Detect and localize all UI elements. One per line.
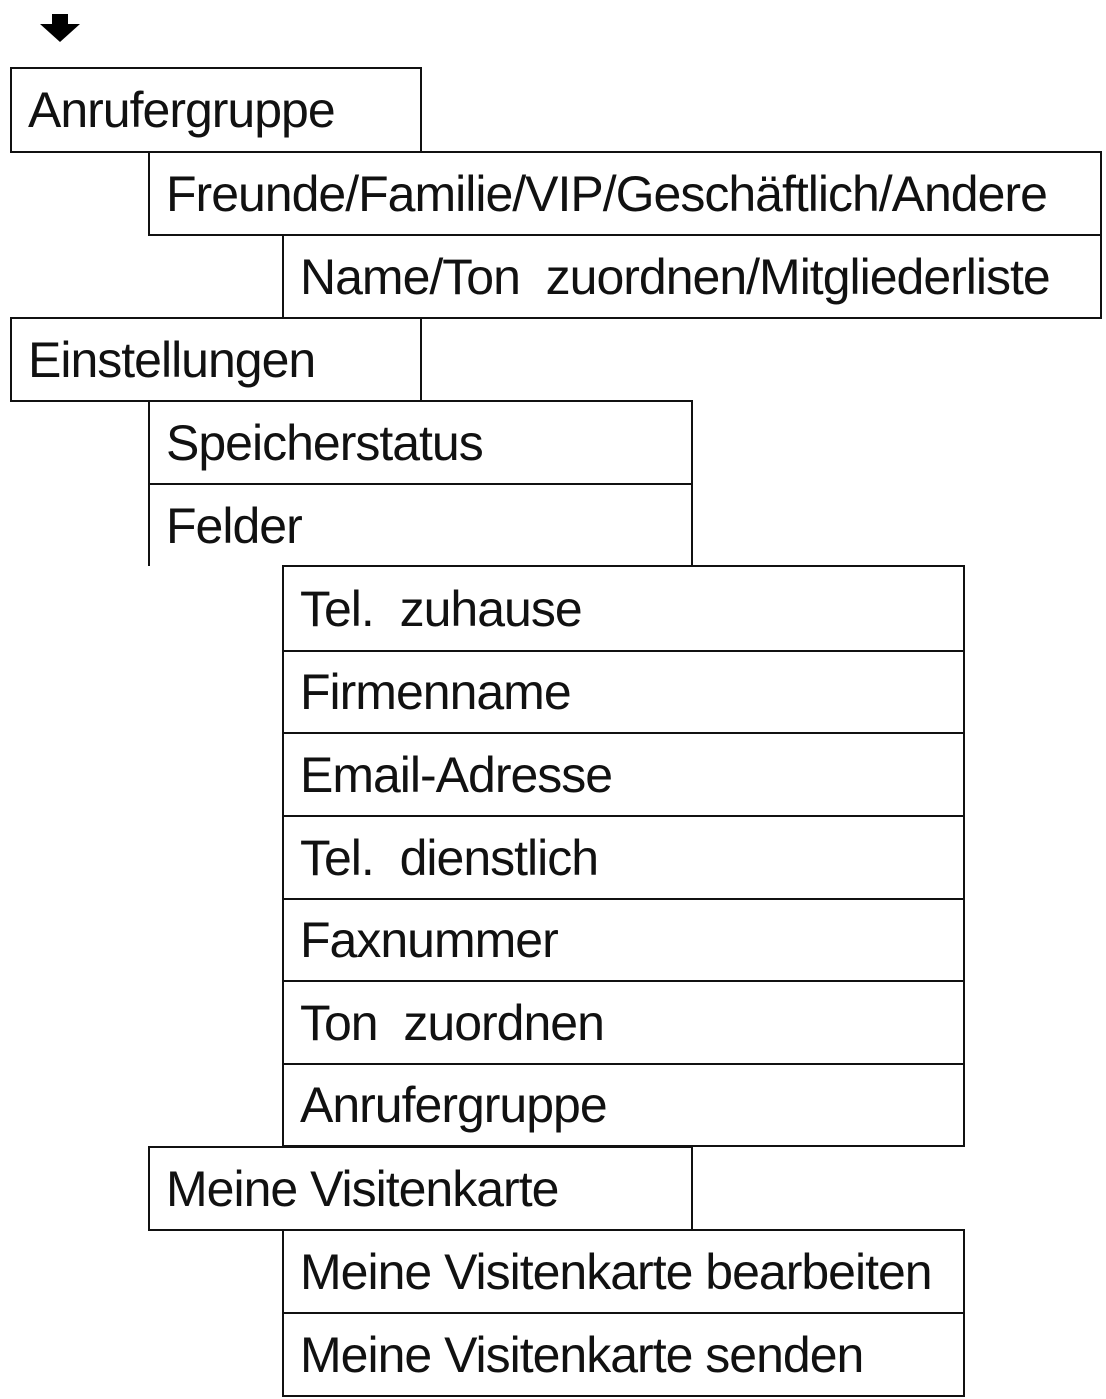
menu-item-label: Anrufergruppe [28,82,335,138]
menu-item-label: Anrufergruppe [300,1077,607,1133]
menu-item-visitenkarte-bearbeiten[interactable] [282,1229,965,1314]
menu-item-feld[interactable] [282,898,965,982]
menu-item-label: Speicherstatus [166,414,483,471]
menu-item-label: Firmenname [300,664,571,720]
menu-item-feld[interactable] [282,650,965,734]
menu-item-label: Meine Visitenkarte [166,1160,559,1217]
menu-item-feld[interactable] [282,732,965,817]
menu-item-gruppen[interactable] [148,151,1102,236]
menu-item-speicherstatus[interactable] [148,400,693,485]
menu-item-anrufergruppe[interactable] [10,67,422,153]
down-arrow-icon [38,14,82,44]
menu-item-visitenkarte-senden[interactable] [282,1312,965,1397]
menu-item-label: Meine Visitenkarte bearbeiten [300,1243,932,1300]
menu-item-feld[interactable] [282,565,965,652]
menu-item-feld[interactable] [282,815,965,900]
menu-item-label: Freunde/Familie/VIP/Geschäftlich/Andere [166,165,1047,222]
menu-item-label: Name/Ton zuordnen/Mitgliederliste [300,248,1050,305]
menu-item-label: Tel. dienstlich [300,829,599,886]
menu-item-feld[interactable] [282,980,965,1065]
menu-item-felder[interactable] [148,483,693,566]
menu-item-label: Tel. zuhause [300,580,582,637]
menu-item-label: Faxnummer [300,912,558,968]
menu-item-label: Felder [166,497,302,554]
menu-item-label: Einstellungen [28,331,316,388]
menu-item-label: Meine Visitenkarte senden [300,1326,864,1383]
menu-item-visitenkarte[interactable] [148,1146,693,1231]
menu-item-feld[interactable] [282,1063,965,1147]
menu-item-einstellungen[interactable] [10,317,422,402]
menu-item-label: Ton zuordnen [300,994,604,1051]
menu-item-gruppen-optionen[interactable] [282,234,1102,319]
menu-item-label: Email-Adresse [300,746,613,803]
